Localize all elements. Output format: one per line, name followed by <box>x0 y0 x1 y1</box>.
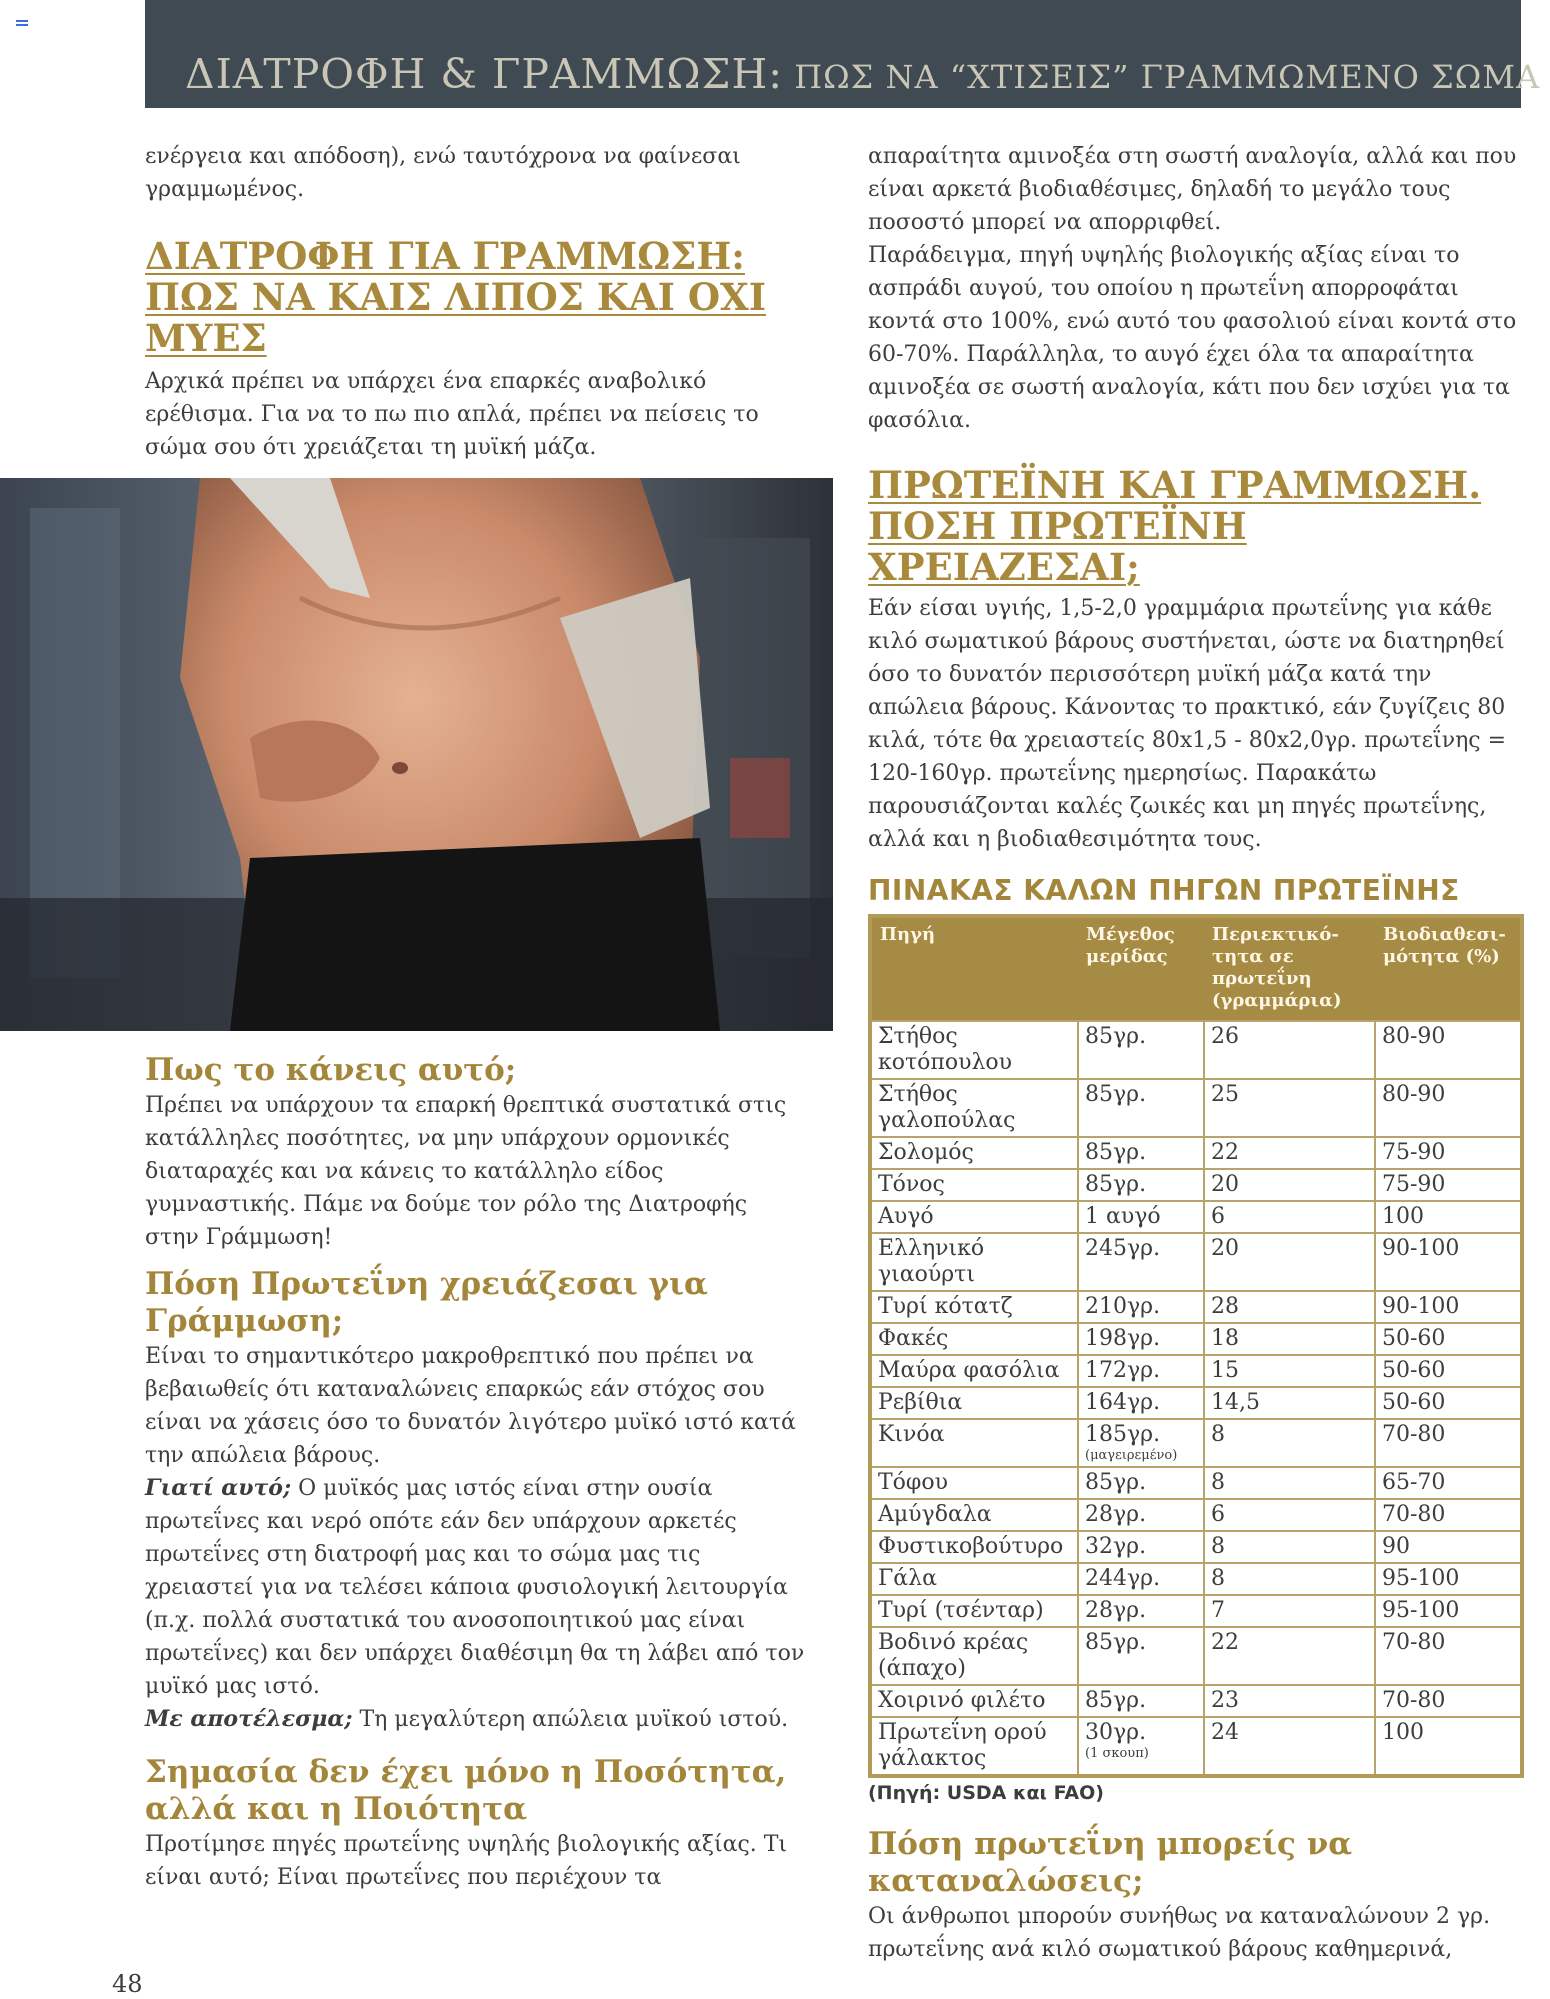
cell-source <box>870 1419 1078 1467</box>
cell-source <box>870 1595 1078 1627</box>
table-row <box>870 1079 1522 1137</box>
cell-portion <box>1078 1563 1204 1595</box>
left-column-bottom <box>145 1052 805 1894</box>
table-row <box>870 1169 1522 1201</box>
cell-source <box>870 1627 1078 1685</box>
cell-source-text: Τόνος <box>878 1172 945 1197</box>
paragraph-why <box>145 1472 805 1703</box>
cell-source-text: Ελληνικό γιαούρτι <box>878 1236 985 1287</box>
cell-bioavailability-text: 90-100 <box>1382 1236 1460 1261</box>
cell-bioavailability-text: 50-60 <box>1382 1358 1446 1383</box>
cell-bioavailability <box>1375 1717 1522 1776</box>
cell-protein-text: 20 <box>1211 1172 1239 1197</box>
cell-bioavailability <box>1375 1323 1522 1355</box>
cell-portion-text: 185γρ. <box>1085 1422 1161 1447</box>
cell-bioavailability-text: 70-80 <box>1382 1502 1446 1527</box>
cell-bioavailability-text: 75-90 <box>1382 1140 1446 1165</box>
cell-portion-text: 30γρ. <box>1085 1720 1147 1745</box>
cell-protein-text: 15 <box>1211 1358 1239 1383</box>
table-source-note: (Πηγή: USDA και FAO) <box>868 1782 1104 1804</box>
cell-portion <box>1078 1419 1204 1467</box>
cell-source-text: Μαύρα φασόλια <box>878 1358 1060 1383</box>
cell-portion-text: 210γρ. <box>1085 1294 1161 1319</box>
cell-portion <box>1078 1169 1204 1201</box>
table-row <box>870 1137 1522 1169</box>
cell-portion-text: 1 αυγό <box>1085 1204 1161 1229</box>
torso-illustration <box>0 478 833 1031</box>
heading-nutrition-for-definition: ΔΙΑΤΡΟΦΗ ΓΙΑ ΓΡΑΜΜΩΣΗ: ΠΩΣ ΝΑ ΚΑΙΣ ΛΙΠΟΣ ΚΑΙ ΟΧΙ ΜΥΕΣ <box>145 234 767 360</box>
cell-bioavailability-text: 50-60 <box>1382 1326 1446 1351</box>
protein-sources-table <box>868 914 1524 1778</box>
cell-source <box>870 1169 1078 1201</box>
cell-protein <box>1204 1201 1375 1233</box>
table-row <box>870 1717 1522 1776</box>
cell-source-text: Τυρί (τσένταρ) <box>878 1598 1044 1623</box>
heading-quality: Σημασία δεν έχει μόνο η Ποσότητα, αλλά και η Ποιότητα <box>145 1754 787 1827</box>
cell-bioavailability <box>1375 1079 1522 1137</box>
cell-protein-text: 26 <box>1211 1024 1239 1049</box>
cell-bioavailability-text: 95-100 <box>1382 1566 1460 1591</box>
cell-protein <box>1204 1563 1375 1595</box>
cell-source <box>870 1387 1078 1419</box>
cell-portion-note: (1 σκουπ) <box>1085 1746 1149 1761</box>
table-header-row <box>870 916 1522 1021</box>
table-row <box>870 1563 1522 1595</box>
paragraph-biological-value: Προτίμησε πηγές πρωτεΐνης υψηλής βιολογικής αξίας. Τι είναι αυτό; Είναι πρωτεΐνες που περιέχουν τα <box>145 1832 788 1890</box>
cell-protein <box>1204 1685 1375 1717</box>
cell-source-text: Αυγό <box>878 1204 934 1229</box>
header-protein: Περιεκτικό-τητα σε πρωτεΐνη (γραμμάρια) <box>1204 916 1375 1021</box>
cell-bioavailability <box>1375 1291 1522 1323</box>
cell-portion <box>1078 1021 1204 1079</box>
cell-bioavailability <box>1375 1419 1522 1467</box>
cell-portion-text: 85γρ. <box>1085 1630 1147 1655</box>
cell-protein-text: 20 <box>1211 1236 1239 1261</box>
paragraph-nutrients: Πρέπει να υπάρχουν τα επαρκή θρεπτικά συστατικά στις κατάλληλες ποσότητες, να μην υπάρχουν ορμονικές διαταραχές και να κάνεις το κατάλληλο είδος γυμναστικής. Πάμε να δούμε τον ρόλο της Διατροφής στην Γράμμωση! <box>145 1093 787 1250</box>
cell-protein <box>1204 1079 1375 1137</box>
cell-portion <box>1078 1685 1204 1717</box>
cell-bioavailability <box>1375 1169 1522 1201</box>
cell-portion-text: 85γρ. <box>1085 1688 1147 1713</box>
header-banner <box>145 0 1541 108</box>
paragraph-example: Παράδειγμα, πηγή υψηλής βιολογικής αξίας είναι το ασπράδι αυγού, του οποίου η πρωτεΐνη απορροφάται κοντά στο 100%, ενώ αυτό του φασολιού είναι κοντά στο 60-70%. Παράλληλα, το αυγό έχει όλα τα απαραίτητα αμινοξέα σε σωστή αναλογία, κάτι που δεν ισχύει για τα φασόλια. <box>868 243 1517 433</box>
cell-protein <box>1204 1323 1375 1355</box>
cell-bioavailability <box>1375 1233 1522 1291</box>
table-row <box>870 1419 1522 1467</box>
cell-protein <box>1204 1021 1375 1079</box>
result-label: Με αποτέλεσμα; <box>145 1706 353 1732</box>
cell-portion <box>1078 1079 1204 1137</box>
cell-bioavailability-text: 90-100 <box>1382 1294 1460 1319</box>
cell-protein-text: 6 <box>1211 1204 1225 1229</box>
cell-source <box>870 1079 1078 1137</box>
cell-protein-text: 24 <box>1211 1720 1239 1745</box>
cell-bioavailability-text: 95-100 <box>1382 1598 1460 1623</box>
cell-portion-text: 85γρ. <box>1085 1470 1147 1495</box>
paragraph-anabolic: Αρχικά πρέπει να υπάρχει ένα επαρκές αναβολικό ερέθισμα. Για να το πω πιο απλά, πρέπει να πείσεις το σώμα σου ότι χρειάζεται τη μυϊκή μάζα. <box>145 369 759 460</box>
cell-portion-text: 85γρ. <box>1085 1082 1147 1107</box>
cell-bioavailability <box>1375 1499 1522 1531</box>
cell-source-text: Χοιρινό φιλέτο <box>878 1688 1046 1713</box>
cell-protein <box>1204 1137 1375 1169</box>
cell-protein <box>1204 1531 1375 1563</box>
paragraph-consumption: Οι άνθρωποι μπορούν συνήθως να καταναλώνουν 2 γρ. πρωτεΐνης ανά κιλό σωματικού βάρους καθημερινά, <box>868 1904 1491 1962</box>
cell-protein-text: 22 <box>1211 1630 1239 1655</box>
cell-bioavailability <box>1375 1021 1522 1079</box>
why-text: Ο μυϊκός μας ιστός είναι στην ουσία πρωτεΐνες και νερό οπότε εάν δεν υπάρχουν αρκετές πρωτεΐνες στη διατροφή μας και το σώμα μας τις χρειαστεί για να τελέσει κάποια φυσιολογική λειτουργία (π.χ. πολλά συστατικά του ανοσοποιητικού μας είναι πρωτεΐνες) και δεν υπάρχει διαθέσιμη θα τη λάβει από τον μυϊκό μας ιστό. <box>145 1476 805 1699</box>
cell-protein-text: 7 <box>1211 1598 1225 1623</box>
heading-protein-definition: ΠΡΩΤΕΪΝΗ ΚΑΙ ΓΡΑΜΜΩΣΗ. ΠΟΣΗ ΠΡΩΤΕΪΝΗ ΧΡΕΙΑΖΕΣΑΙ; <box>868 463 1482 589</box>
cell-source <box>870 1021 1078 1079</box>
cell-bioavailability <box>1375 1595 1522 1627</box>
cell-bioavailability <box>1375 1627 1522 1685</box>
cell-bioavailability-text: 50-60 <box>1382 1390 1446 1415</box>
cell-protein <box>1204 1387 1375 1419</box>
table-row <box>870 1531 1522 1563</box>
cell-protein <box>1204 1499 1375 1531</box>
table-row <box>870 1387 1522 1419</box>
cell-source <box>870 1685 1078 1717</box>
cell-bioavailability-text: 100 <box>1382 1204 1424 1229</box>
cell-protein <box>1204 1233 1375 1291</box>
cell-source-text: Τόφου <box>878 1470 948 1495</box>
cell-protein-text: 6 <box>1211 1502 1225 1527</box>
table-row <box>870 1201 1522 1233</box>
cell-protein <box>1204 1355 1375 1387</box>
cell-source <box>870 1323 1078 1355</box>
cell-source-text: Βοδινό κρέας (άπαχο) <box>878 1630 1029 1681</box>
cell-source <box>870 1531 1078 1563</box>
cell-bioavailability <box>1375 1685 1522 1717</box>
table-row <box>870 1499 1522 1531</box>
page-number: 48 <box>112 1970 143 1998</box>
cell-portion <box>1078 1499 1204 1531</box>
cell-portion-note: (μαγειρεμένο) <box>1085 1448 1178 1463</box>
cell-source-text: Σολομός <box>878 1140 974 1165</box>
cell-bioavailability-text: 70-80 <box>1382 1630 1446 1655</box>
cell-source-text: Στήθος κοτόπουλου <box>878 1024 1013 1075</box>
heading-how-much-protein: Πόση πρωτεΐνη μπορείς να καταναλώσεις; <box>868 1826 1353 1899</box>
cell-portion <box>1078 1387 1204 1419</box>
cell-portion <box>1078 1717 1204 1776</box>
cell-portion-text: 244γρ. <box>1085 1566 1161 1591</box>
paragraph-amino-acids: απαραίτητα αμινοξέα στη σωστή αναλογία, αλλά και που είναι αρκετά βιοδιαθέσιμες, δηλαδή το μεγάλο τους ποσοστό μπορεί να απορριφθεί. <box>868 144 1517 235</box>
cell-source <box>870 1563 1078 1595</box>
table-row <box>870 1595 1522 1627</box>
cell-protein <box>1204 1467 1375 1499</box>
header-title <box>185 50 1540 98</box>
header-source: Πηγή <box>870 916 1078 1021</box>
cell-portion-text: 85γρ. <box>1085 1172 1147 1197</box>
cell-bioavailability <box>1375 1137 1522 1169</box>
cell-source-text: Ρεβίθια <box>878 1390 963 1415</box>
cell-source-text: Κινόα <box>878 1422 945 1447</box>
cell-protein-text: 8 <box>1211 1422 1225 1447</box>
cell-protein-text: 23 <box>1211 1688 1239 1713</box>
cell-protein-text: 14,5 <box>1211 1390 1260 1415</box>
cell-bioavailability-text: 75-90 <box>1382 1172 1446 1197</box>
cell-protein <box>1204 1595 1375 1627</box>
cell-portion-text: 32γρ. <box>1085 1534 1147 1559</box>
left-column-top <box>145 140 805 464</box>
cell-protein-text: 8 <box>1211 1566 1225 1591</box>
cell-portion <box>1078 1627 1204 1685</box>
cell-portion-text: 245γρ. <box>1085 1236 1161 1261</box>
table-row <box>870 1323 1522 1355</box>
cell-bioavailability <box>1375 1387 1522 1419</box>
cell-source-text: Φακές <box>878 1326 949 1351</box>
heading-how-to: Πως το κάνεις αυτό; <box>145 1052 517 1088</box>
cell-portion <box>1078 1201 1204 1233</box>
cell-portion-text: 85γρ. <box>1085 1024 1147 1049</box>
paragraph-macronutrient: Είναι το σημαντικότερο μακροθρεπτικό που πρέπει να βεβαιωθείς ότι καταναλώνεις επαρκώς εάν στόχος σου είναι να χάσεις όσο το δυνατόν λιγότερο μυϊκό ιστό κατά την απώλεια βάρους. <box>145 1344 796 1468</box>
cell-portion-text: 28γρ. <box>1085 1598 1147 1623</box>
header-title-sub: ΠΩΣ ΝΑ “ΧΤΙΣΕΙΣ” ΓΡΑΜΜΩΜΕΝΟ ΣΩΜΑ <box>783 58 1541 96</box>
cell-source-text: Πρωτεΐνη ορού γάλακτος <box>878 1720 1047 1771</box>
table-title: ΠΙΝΑΚΑΣ ΚΑΛΩΝ ΠΗΓΩΝ ΠΡΩΤΕΪΝΗΣ <box>868 874 1460 907</box>
table-row <box>870 1627 1522 1685</box>
cell-portion-text: 164γρ. <box>1085 1390 1161 1415</box>
cell-bioavailability-text: 70-80 <box>1382 1688 1446 1713</box>
cell-portion <box>1078 1355 1204 1387</box>
cell-portion <box>1078 1531 1204 1563</box>
cell-portion <box>1078 1291 1204 1323</box>
cell-portion-text: 28γρ. <box>1085 1502 1147 1527</box>
cell-bioavailability <box>1375 1201 1522 1233</box>
cell-source <box>870 1201 1078 1233</box>
cell-source <box>870 1233 1078 1291</box>
cell-portion-text: 198γρ. <box>1085 1326 1161 1351</box>
cell-protein-text: 22 <box>1211 1140 1239 1165</box>
cell-source-text: Τυρί κότατζ <box>878 1294 1013 1319</box>
cell-portion <box>1078 1595 1204 1627</box>
cell-portion <box>1078 1233 1204 1291</box>
cell-source <box>870 1137 1078 1169</box>
cell-source-text: Γάλα <box>878 1566 937 1591</box>
table-row <box>870 1291 1522 1323</box>
table-row <box>870 1233 1522 1291</box>
cell-portion-text: 172γρ. <box>1085 1358 1161 1383</box>
cell-source <box>870 1355 1078 1387</box>
right-column <box>868 140 1528 1966</box>
cell-bioavailability-text: 100 <box>1382 1720 1424 1745</box>
cell-protein-text: 8 <box>1211 1534 1225 1559</box>
paragraph-result <box>145 1703 805 1736</box>
cell-source <box>870 1467 1078 1499</box>
header-bioavailability: Βιοδιαθεσι-μότητα (%) <box>1375 916 1522 1021</box>
table-row <box>870 1021 1522 1079</box>
cell-source-text: Φυστικοβούτυρο <box>878 1534 1064 1559</box>
cell-source-text: Αμύγδαλα <box>878 1502 992 1527</box>
cell-bioavailability <box>1375 1563 1522 1595</box>
result-text: Τη μεγαλύτερη απώλεια μυϊκού ιστού. <box>352 1707 789 1732</box>
cell-source-text: Στήθος γαλοπούλας <box>878 1082 1016 1133</box>
cell-portion <box>1078 1137 1204 1169</box>
cell-bioavailability-text: 80-90 <box>1382 1082 1446 1107</box>
table-body <box>870 1021 1522 1776</box>
menu-icon[interactable] <box>16 20 28 28</box>
cell-protein <box>1204 1419 1375 1467</box>
header-portion: Μέγεθος μερίδας <box>1078 916 1204 1021</box>
cell-protein-text: 28 <box>1211 1294 1239 1319</box>
cell-bioavailability-text: 90 <box>1382 1534 1410 1559</box>
cell-portion-text: 85γρ. <box>1085 1140 1147 1165</box>
cell-bioavailability-text: 65-70 <box>1382 1470 1446 1495</box>
cell-source <box>870 1717 1078 1776</box>
cell-source <box>870 1291 1078 1323</box>
cell-protein-text: 25 <box>1211 1082 1239 1107</box>
why-label: Γιατί αυτό; <box>145 1475 292 1501</box>
intro-text: ενέργεια και απόδοση), ενώ ταυτόχρονα να φαίνεσαι γραμμωμένος. <box>145 144 741 202</box>
table-row <box>870 1467 1522 1499</box>
cell-protein-text: 8 <box>1211 1470 1225 1495</box>
fitness-photo <box>0 478 833 1031</box>
cell-portion <box>1078 1323 1204 1355</box>
cell-bioavailability <box>1375 1531 1522 1563</box>
heading-protein-needed: Πόση Πρωτεΐνη χρειάζεσαι για Γράμμωση; <box>145 1266 708 1339</box>
cell-bioavailability <box>1375 1355 1522 1387</box>
table-row <box>870 1685 1522 1717</box>
header-title-main: ΔΙΑΤΡΟΦΗ & ΓΡΑΜΜΩΣΗ: <box>185 50 784 98</box>
cell-bioavailability-text: 70-80 <box>1382 1422 1446 1447</box>
cell-portion <box>1078 1467 1204 1499</box>
cell-source <box>870 1499 1078 1531</box>
cell-bioavailability <box>1375 1467 1522 1499</box>
cell-protein <box>1204 1291 1375 1323</box>
cell-protein-text: 18 <box>1211 1326 1239 1351</box>
paragraph-protein-amount: Εάν είσαι υγιής, 1,5-2,0 γραμμάρια πρωτεΐνης για κάθε κιλό σωματικού βάρους συστήνεται, ώστε να διατηρηθεί όσο το δυνατόν περισσότερη μυϊκή μάζα κατά την απώλεια βάρους. Κάνοντας το πρακτικό, εάν ζυγίζεις 80 κιλά, τότε θα χρειαστείς 80x1,5 - 80x2,0γρ. πρωτεΐνης = 120-160γρ. πρωτεΐνης ημερησίως. Παρακάτω παρουσιάζονται καλές ζωικές και μη πηγές πρωτεΐνης, αλλά και η βιοδιαθεσιμότητα τους. <box>868 596 1506 852</box>
cell-protein <box>1204 1627 1375 1685</box>
cell-protein <box>1204 1717 1375 1776</box>
cell-bioavailability-text: 80-90 <box>1382 1024 1446 1049</box>
table-row <box>870 1355 1522 1387</box>
cell-protein <box>1204 1169 1375 1201</box>
